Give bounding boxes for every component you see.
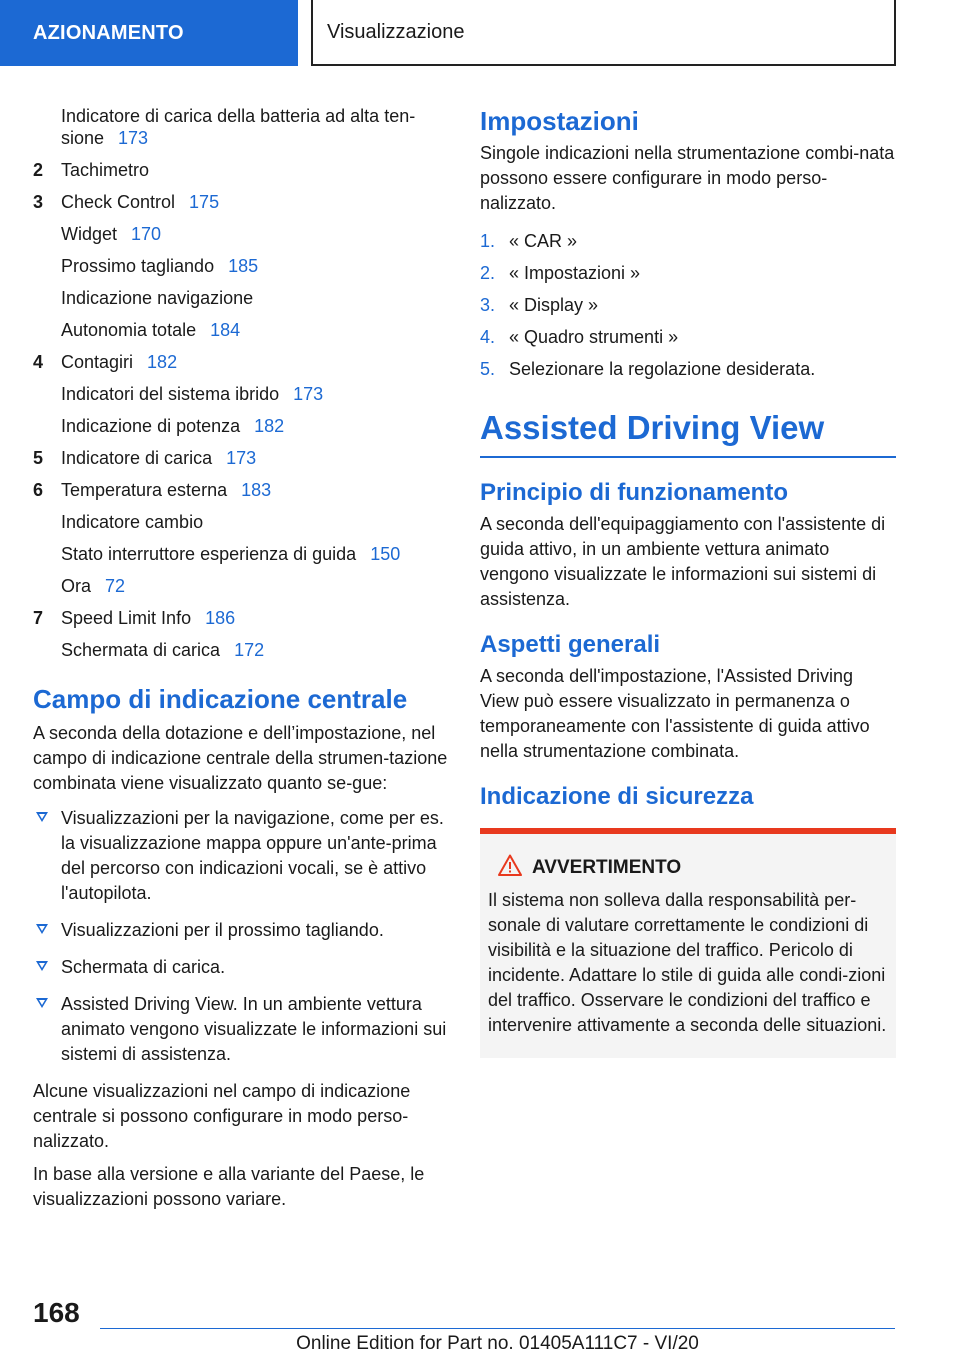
legend-number: 6	[33, 480, 44, 500]
legend-label: Indicatore cambio	[61, 512, 204, 532]
legend-item	[33, 575, 448, 597]
warning-header	[488, 854, 888, 882]
step-text: Selezionare la regolazione desiderata.	[509, 359, 816, 379]
settings-steps	[480, 230, 896, 380]
page-reference-link[interactable]: 150	[370, 544, 401, 564]
warning-label: AVVERTIMENTO	[532, 857, 682, 878]
legend-label: Autonomia totale	[61, 320, 197, 340]
legend-label: Schermata di carica	[61, 640, 221, 660]
page-reference-link[interactable]: 182	[147, 352, 178, 372]
legend-item	[33, 287, 448, 309]
legend-number: 7	[33, 608, 44, 628]
legend-item	[33, 351, 448, 373]
legend-label: Tachimetro	[61, 160, 150, 180]
legend-item	[33, 607, 448, 629]
legend-item	[33, 191, 448, 213]
legend-label: Ora	[61, 576, 92, 596]
legend-item	[33, 543, 448, 565]
general-heading: Aspetti generali	[480, 631, 661, 658]
step-number: 3.	[480, 295, 496, 315]
central-para-2: In base alla versione e alla variante del Paese, le visualizzazioni possono variare.	[33, 1164, 425, 1209]
legend-label: Stato interruttore esperienza di guida	[61, 544, 357, 564]
triangle-bullet-icon	[36, 812, 48, 822]
legend-item	[33, 255, 448, 277]
legend-item	[33, 447, 448, 469]
legend-item	[33, 105, 448, 149]
chapter-title: Visualizzazione	[311, 0, 896, 66]
list-item: Assisted Driving View. In un ambiente vettura animato vengono visualizzate le informazioni sui sistemi di assistenza.	[33, 992, 448, 1067]
page-reference-link[interactable]: 72	[105, 576, 126, 596]
legend-label: Indicazione di potenza	[61, 416, 241, 436]
legend-item	[33, 479, 448, 501]
step-number: 5.	[480, 359, 496, 379]
page-reference-link[interactable]: 172	[234, 640, 265, 660]
legend-label: Indicatore di carica	[61, 448, 213, 468]
legend-label: Indicatore di carica della batteria ad alta ten- sione	[61, 106, 416, 148]
settings-intro: Singole indicazioni nella strumentazione combi-nata possono essere configurare in modo perso-nalizzato.	[480, 143, 895, 213]
warning-text: Il sistema non solleva dalla responsabilità per-sonale di valutare correttamente le condizioni di visibilità e la situazione del traffico. Pericolo di incidente. Adattare lo stile di guida alle condi-zioni del traffico. Osservare le condizioni del traffico e intervenire attivamente a seconda delle situazioni.	[488, 890, 887, 1035]
triangle-bullet-icon	[36, 924, 48, 934]
central-intro: A seconda della dotazione e dell’impostazione, nel campo di indicazione centrale della strumen-tazione combinata viene visualizzato quanto se-gue:	[33, 723, 448, 793]
page-reference-link[interactable]: 173	[293, 384, 324, 404]
right-column	[480, 105, 896, 1058]
page-reference-link[interactable]: 175	[189, 192, 220, 212]
general-text: A seconda dell'impostazione, l'Assisted Driving View può essere visualizzato in permanenza o temporaneamente con l'assistente di guida attivo nella strumentazione combinata.	[480, 666, 870, 761]
page-reference-link[interactable]: 173	[226, 448, 257, 468]
page-reference-link[interactable]: 173	[118, 128, 149, 148]
page-reference-link[interactable]: 184	[210, 320, 241, 340]
settings-heading: Impostazioni	[480, 106, 639, 136]
legend-item	[33, 511, 448, 533]
legend-label: Contagiri	[61, 352, 134, 372]
step-number: 4.	[480, 327, 496, 347]
principle-heading: Principio di funzionamento	[480, 479, 788, 506]
step-text: « Quadro strumenti »	[509, 327, 679, 347]
page-reference-link[interactable]: 185	[228, 256, 259, 276]
legend-label: Indicatori del sistema ibrido	[61, 384, 280, 404]
principle-text: A seconda dell'equipaggiamento con l'assistente di guida attivo, in un ambiente vettura animato vengono visualizzate le informazioni sui sistemi di assistenza.	[480, 514, 886, 609]
central-bullet-list	[33, 806, 448, 1067]
step-item	[480, 358, 896, 380]
page-reference-link[interactable]: 182	[254, 416, 285, 436]
safety-heading: Indicazione di sicurezza	[480, 783, 754, 810]
legend-item	[33, 159, 448, 181]
central-display-heading: Campo di indicazione centrale	[33, 684, 408, 714]
central-para-1: Alcune visualizzazioni nel campo di indicazione centrale si possono configurare in modo perso-nalizzato.	[33, 1081, 411, 1151]
step-item	[480, 294, 896, 316]
step-text: « Impostazioni »	[509, 263, 641, 283]
legend-label: Widget	[61, 224, 118, 244]
step-number: 2.	[480, 263, 496, 283]
warning-triangle-icon	[498, 854, 522, 876]
legend-label: Speed Limit Info	[61, 608, 192, 628]
section-tab: AZIONAMENTO	[0, 0, 298, 66]
legend-label: Check Control	[61, 192, 176, 212]
triangle-bullet-icon	[36, 998, 48, 1008]
legend-number: 2	[33, 160, 44, 180]
legend-item	[33, 415, 448, 437]
step-number: 1.	[480, 231, 496, 251]
footer-divider	[100, 1328, 895, 1329]
legend-number: 5	[33, 448, 44, 468]
page-number: 168	[33, 1297, 80, 1328]
step-item	[480, 230, 896, 252]
step-text: « CAR »	[509, 231, 578, 251]
list-item: Visualizzazioni per il prossimo tagliando.	[33, 918, 448, 943]
legend-item	[33, 319, 448, 341]
legend-label: Prossimo tagliando	[61, 256, 215, 276]
legend-label: Temperatura esterna	[61, 480, 228, 500]
list-item: Schermata di carica.	[33, 955, 448, 980]
legend-number: 4	[33, 352, 44, 372]
step-text: « Display »	[509, 295, 599, 315]
list-item: Visualizzazioni per la navigazione, come per es. la visualizzazione mappa oppure un'ante-prima del percorso con indicazioni vocali, se è attivo l'autopilota.	[33, 806, 448, 906]
step-item	[480, 262, 896, 284]
legend-number: 3	[33, 192, 44, 212]
legend-item	[33, 383, 448, 405]
page-reference-link[interactable]: 170	[131, 224, 162, 244]
step-item	[480, 326, 896, 348]
left-column	[33, 105, 448, 1212]
footer-edition: Online Edition for Part no. 01405A111C7 - VI/20	[296, 1333, 699, 1354]
warning-box	[480, 828, 896, 1058]
triangle-bullet-icon	[36, 961, 48, 971]
legend-label: Indicazione navigazione	[61, 288, 254, 308]
legend-list	[33, 105, 448, 661]
adv-heading: Assisted Driving View	[480, 406, 896, 458]
page-reference-link[interactable]: 186	[205, 608, 236, 628]
legend-item	[33, 639, 448, 661]
page-reference-link[interactable]: 183	[241, 480, 272, 500]
page-header	[0, 0, 960, 66]
legend-item	[33, 223, 448, 245]
